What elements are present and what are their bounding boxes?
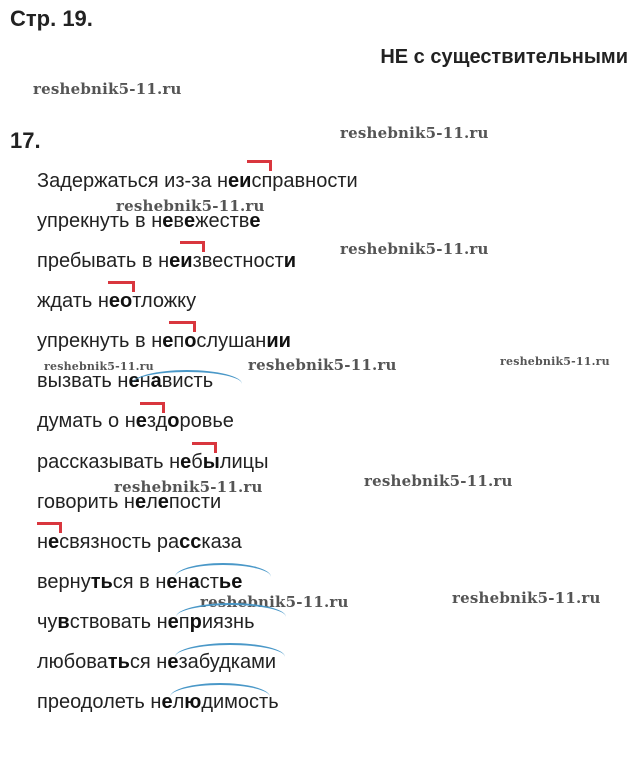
watermark: reshebnik5-11.ru xyxy=(33,80,182,98)
prefix-mark xyxy=(140,402,165,413)
watermark: reshebnik5-11.ru xyxy=(340,124,489,142)
root-arc xyxy=(170,683,270,697)
root-arc xyxy=(175,563,271,577)
watermark: reshebnik5-11.ru xyxy=(364,472,513,490)
topic-heading: НЕ с существительными xyxy=(380,46,628,68)
watermark: reshebnik5-11.ru xyxy=(452,589,601,607)
phrase-line: любоваться незабудками xyxy=(37,651,276,673)
prefix-mark xyxy=(180,241,205,252)
phrase-line: преодолеть нелюдимость xyxy=(37,691,279,713)
exercise-number: 17. xyxy=(10,128,41,153)
phrase-line: рассказывать небылицы xyxy=(37,451,269,473)
phrase-line: пребывать в неизвестности xyxy=(37,250,297,272)
phrase-line: упрекнуть в непослушании xyxy=(37,330,291,352)
page-reference: Стр. 19. xyxy=(10,6,93,31)
prefix-mark xyxy=(169,321,196,332)
phrase-line: ждать неотложку xyxy=(37,290,197,312)
phrase-line: Задержаться из-за неисправности xyxy=(37,170,358,192)
watermark: reshebnik5-11.ru xyxy=(500,355,610,368)
prefix-mark xyxy=(247,160,272,171)
watermark: reshebnik5-11.ru xyxy=(116,197,265,215)
watermark: reshebnik5-11.ru xyxy=(340,240,489,258)
watermark: reshebnik5-11.ru xyxy=(114,478,263,496)
watermark: reshebnik5-11.ru xyxy=(200,593,349,611)
watermark: reshebnik5-11.ru xyxy=(44,360,154,373)
prefix-mark xyxy=(108,281,135,292)
prefix-mark xyxy=(192,442,217,453)
phrase-line: несвязность рассказа xyxy=(37,531,242,553)
phrase-line: упрекнуть в невежестве xyxy=(37,210,261,232)
phrase-line: думать о нездоровье xyxy=(37,410,234,432)
prefix-mark xyxy=(37,522,62,533)
phrase-line: говорить нелепости xyxy=(37,491,222,513)
phrase-line: чувствовать неприязнь xyxy=(37,611,255,633)
phrase-line: вернуться в ненастье xyxy=(37,571,243,593)
phrase-line: вызвать ненависть xyxy=(37,370,214,392)
root-arc xyxy=(175,643,285,657)
watermark: reshebnik5-11.ru xyxy=(248,356,397,374)
